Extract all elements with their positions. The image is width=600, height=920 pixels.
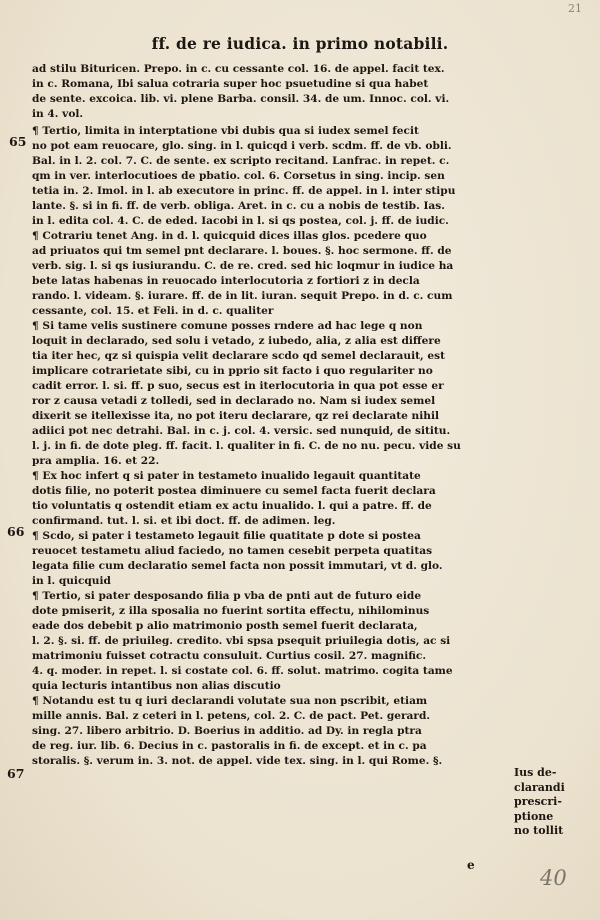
text-line: ror z causa vetadi z tolledi, sed in declarado no. Nam si iudex semel: [32, 395, 436, 407]
gloss-line: Ius de-: [514, 766, 557, 779]
text-line: legata filie cum declaratio semel facta non possit immutari, vt d. glo.: [32, 560, 443, 572]
text-line: ad stilu Bituricen. Prepo. in c. cu cessante col. 16. de appel. facit tex.: [32, 63, 445, 75]
text-line: 4. q. moder. in repet. l. si costate col. 6. ff. solut. matrimo. cogita tame: [32, 665, 453, 677]
paragraph-number-65: 65: [9, 134, 27, 149]
text-line: pra amplia. 16. et 22.: [32, 455, 160, 467]
paragraph-number-67: 67: [7, 766, 25, 781]
text-line: in l. edita col. 4. C. de eded. Iacobi in l. si qs postea, col. j. ff. de iudic.: [32, 215, 449, 227]
text-line: sing. 27. libero arbitrio. D. Boerius in additio. ad Dy. in regla ptra: [32, 725, 422, 737]
main-text-block: [32, 62, 508, 769]
gloss-line: no tollit: [514, 824, 564, 837]
text-line: de sente. excoica. lib. vi. plene Barba. consil. 34. de um. Innoc. col. vi.: [32, 93, 450, 105]
text-line: tia iter hec, qz si quispia velit declarare scdo qd semel declarauit, est: [32, 350, 445, 362]
text-line: qm in ver. interlocutioes de pbatio. col. 6. Corsetus in sing. incip. sen: [32, 170, 445, 182]
text-line: mille annis. Bal. z ceteri in l. petens, col. 2. C. de pact. Pet. gerard.: [32, 710, 431, 722]
text-line: verb. sig. l. si qs iusiurandu. C. de re. cred. sed hic loqmur in iudice ha: [32, 260, 454, 272]
text-line: in 4. vol.: [32, 108, 84, 120]
text-line: ¶ Si tame velis sustinere comune posses rndere ad hac lege q non: [32, 320, 423, 332]
text-line: dotis filie, no poterit postea diminuere cu semel facta fuerit declara: [32, 485, 436, 497]
text-line: ad priuatos qui tm semel pnt declarare. l. boues. §. hoc sermone. ff. de: [32, 245, 452, 257]
text-line: l. 2. §. si. ff. de priuileg. credito. vbi spsa psequit priuilegia dotis, ac si: [32, 635, 451, 647]
text-line: rando. l. videam. §. iurare. ff. de in lit. iuran. sequit Prepo. in d. c. cum: [32, 290, 453, 302]
pencil-note: 40: [540, 866, 567, 890]
text-line: matrimoniu fuisset cotractu consuluit. Curtius cosil. 27. magnific.: [32, 650, 427, 662]
paragraph-number-66: 66: [7, 524, 25, 539]
text-line: confirmand. tut. l. si. et ibi doct. ff. de adimen. leg.: [32, 515, 336, 527]
text-line: ¶ Tertio, si pater desposando filia p vba de pnti aut de futuro eide: [32, 590, 422, 602]
text-line: ¶ Cotrariu tenet Ang. in d. l. quicquid dices illas glos. pcedere quo: [32, 230, 427, 242]
text-line: lante. §. si in fi. ff. de verb. obliga. Aret. in c. cu a nobis de testib. Ias.: [32, 200, 445, 212]
gloss-line: prescri-: [514, 795, 562, 808]
text-line: cessante, col. 15. et Feli. in d. c. qualiter: [32, 305, 274, 317]
margin-gloss: [514, 766, 598, 839]
text-line: no pot eam reuocare, glo. sing. in l. quicqd i verb. scdm. ff. de vb. obli.: [32, 140, 452, 152]
text-line: de reg. iur. lib. 6. Decius in c. pastoralis in fi. de except. et in c. pa: [32, 740, 427, 752]
text-line: quia lecturis intantibus non alias discutio: [32, 680, 281, 692]
running-header: ff. de re iudica. in primo notabili.: [151, 34, 449, 53]
text-line: ¶ Scdo, si pater i testameto legauit filie quatitate p dote si postea: [32, 530, 421, 542]
gloss-line: ptione: [514, 809, 554, 823]
text-line: adiici pot nec detrahi. Bal. in c. j. col. 4. versic. sed nunquid, de sititu.: [32, 425, 451, 437]
text-line: Bal. in l. 2. col. 7. C. de sente. ex scripto recitand. Lanfrac. in repet. c.: [32, 155, 450, 167]
text-line: tio voluntatis q ostendit etiam ex actu inualido. l. qui a patre. ff. de: [32, 500, 432, 512]
text-line: implicare cotrarietate sibi, cu in pprio sit facto i quo regulariter no: [32, 365, 433, 377]
text-line: bete latas habenas in reuocado interlocutoria z fortiori z in decla: [32, 275, 420, 287]
text-line: ¶ Tertio, limita in interptatione vbi dubis qua si iudex semel fecit: [32, 125, 419, 137]
text-line: storalis. §. verum in. 3. not. de appel. vide tex. sing. in l. qui Rome. §.: [32, 755, 443, 767]
text-line: in l. quicquid: [32, 575, 111, 587]
signature-mark: e: [467, 858, 475, 872]
corner-mark: 21: [568, 2, 582, 15]
text-line: in c. Romana, Ibi salua cotraria super hoc psuetudine si qua habet: [32, 78, 429, 90]
text-line: cadit error. l. si. ff. p suo, secus est in iterlocutoria in qua pot esse er: [32, 380, 444, 392]
text-line: l. j. in fi. de dote pleg. ff. facit. l. qualiter in fi. C. de no nu. pecu. vide su: [32, 440, 461, 452]
text-line: loquit in declarado, sed solu i vetado, z iubedo, alia, z alia est differe: [32, 335, 441, 347]
gloss-line: clarandi: [514, 780, 565, 794]
text-line: tetia in. 2. Imol. in l. ab executore in princ. ff. de appel. in l. inter stipu: [32, 185, 456, 197]
text-line: ¶ Notandu est tu q iuri declarandi volutate sua non pscribit, etiam: [32, 695, 428, 707]
text-line: dixerit se itellexisse ita, no pot iteru declarare, qz rei declarate nihil: [32, 410, 440, 422]
text-line: dote pmiserit, z illa sposalia no fuerint sortita effectu, nihilominus: [32, 605, 430, 617]
text-line: reuocet testametu aliud faciedo, no tamen cesebit perpeta quatitas: [32, 545, 433, 557]
text-line: ¶ Ex hoc infert q si pater in testameto inualido legauit quantitate: [32, 470, 421, 482]
text-line: eade dos debebit p alio matrimonio posth semel fuerit declarata,: [32, 620, 418, 632]
